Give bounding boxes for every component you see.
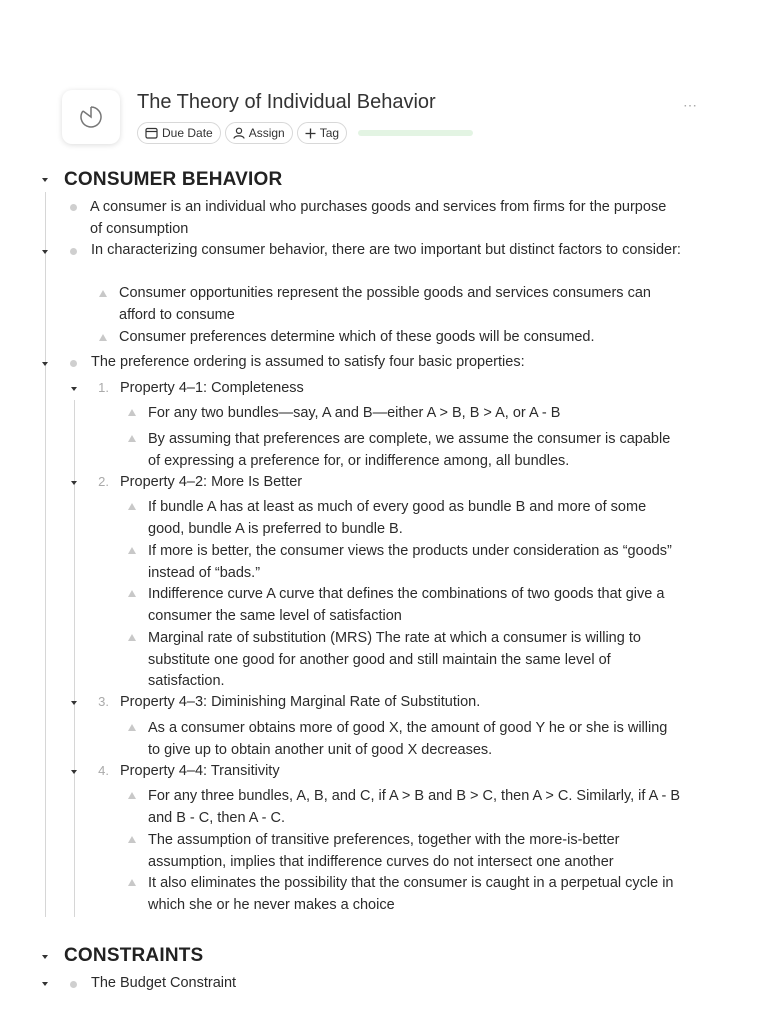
list-number: 4. xyxy=(98,763,109,778)
list-item: Consumer preferences determine which of these goods will be consumed. xyxy=(119,329,595,345)
list-item: It also eliminates the possibility that the consumer is caught in a perpetual cycle in which she or he never makes a choice xyxy=(148,875,674,913)
list-item: For any two bundles—say, A and B—either A > B, B > A, or A - B xyxy=(148,405,561,421)
person-icon xyxy=(233,127,245,139)
list-item: Consumer opportunities represent the possible goods and services consumers can afford to consume xyxy=(119,285,651,323)
list-item: As a consumer obtains more of good X, the amount of good Y he or she is willing to give up to obtain another unit of good X decreases. xyxy=(148,720,668,758)
section-heading: CONSTRAINTS xyxy=(64,945,204,966)
bullet-triangle-icon xyxy=(128,547,136,554)
list-item: By assuming that preferences are complete, we assume the consumer is capable of expressing a preference for, or indifference among, all bundles. xyxy=(148,431,671,469)
list-number: 2. xyxy=(98,474,109,489)
collapse-toggle-icon[interactable] xyxy=(42,178,48,182)
collapse-toggle-icon[interactable] xyxy=(71,701,77,705)
document-icon[interactable] xyxy=(62,90,120,144)
collapse-toggle-icon[interactable] xyxy=(42,982,48,986)
list-item: Property 4–2: More Is Better xyxy=(120,474,303,490)
assign-button[interactable] xyxy=(225,122,293,144)
list-number: 1. xyxy=(98,380,109,395)
bullet-triangle-icon xyxy=(128,435,136,442)
list-item: If bundle A has at least as much of every good as bundle B and more of some good, bundle A is preferred to bundle B. xyxy=(148,499,647,537)
bullet-triangle-icon xyxy=(128,503,136,510)
list-item: In characterizing consumer behavior, there are two important but distinct factors to consider: xyxy=(91,242,681,258)
collapse-toggle-icon[interactable] xyxy=(42,955,48,959)
due-date-button[interactable] xyxy=(137,122,221,144)
bullet-triangle-icon xyxy=(99,290,107,297)
progress-bar xyxy=(358,130,473,136)
bullet-triangle-icon xyxy=(128,409,136,416)
outline-guide-line xyxy=(74,400,75,917)
list-item: A consumer is an individual who purchases goods and services from firms for the purpose of consumption xyxy=(90,199,667,237)
bullet-dot-icon xyxy=(70,248,77,255)
bullet-dot-icon xyxy=(70,204,77,211)
tag-button[interactable] xyxy=(297,122,347,144)
bullet-triangle-icon xyxy=(128,724,136,731)
collapse-toggle-icon[interactable] xyxy=(71,770,77,774)
list-item: The assumption of transitive preferences, together with the more-is-better assumption, implies that indifference curves do not intersect one another xyxy=(148,832,620,870)
list-item: Marginal rate of substitution (MRS) The rate at which a consumer is willing to substitute one good for another good and still maintain the same level of satisfaction. xyxy=(148,630,641,689)
list-item: For any three bundles, A, B, and C, if A > B and B > C, then A > C. Similarly, if A - B and B - C, then A - C. xyxy=(148,788,681,826)
page-title: The Theory of Individual Behavior xyxy=(137,91,436,113)
bullet-triangle-icon xyxy=(128,792,136,799)
list-item: If more is better, the consumer views the products under consideration as “goods” instead of “bads.” xyxy=(148,543,672,581)
collapse-toggle-icon[interactable] xyxy=(42,250,48,254)
bullet-triangle-icon xyxy=(99,334,107,341)
list-item: Property 4–4: Transitivity xyxy=(120,763,280,779)
property-chips xyxy=(137,122,473,144)
bullet-dot-icon xyxy=(70,981,77,988)
outline-guide-line xyxy=(45,192,46,917)
bullet-triangle-icon xyxy=(128,590,136,597)
list-item: Property 4–3: Diminishing Marginal Rate of Substitution. xyxy=(120,694,481,710)
list-number: 3. xyxy=(98,694,109,709)
section-heading: CONSUMER BEHAVIOR xyxy=(64,169,283,190)
due-date-label: Due Date xyxy=(162,126,213,140)
list-item: Indifference curve A curve that defines the combinations of two goods that give a consumer the same level of satisfaction xyxy=(148,586,665,624)
calendar-icon xyxy=(145,127,158,139)
page-spinner-icon xyxy=(79,105,103,129)
bullet-dot-icon xyxy=(70,360,77,367)
plus-icon xyxy=(305,128,316,139)
collapse-toggle-icon[interactable] xyxy=(71,387,77,391)
bullet-triangle-icon xyxy=(128,634,136,641)
bullet-triangle-icon xyxy=(128,836,136,843)
tag-label: Tag xyxy=(319,126,340,140)
list-item: The preference ordering is assumed to satisfy four basic properties: xyxy=(91,354,525,370)
list-item: Property 4–1: Completeness xyxy=(120,380,304,396)
list-item: The Budget Constraint xyxy=(91,975,237,991)
more-options-icon[interactable]: ⋯ xyxy=(683,97,698,113)
bullet-triangle-icon xyxy=(128,879,136,886)
collapse-toggle-icon[interactable] xyxy=(71,481,77,485)
assign-label: Assign xyxy=(248,126,285,140)
collapse-toggle-icon[interactable] xyxy=(42,362,48,366)
